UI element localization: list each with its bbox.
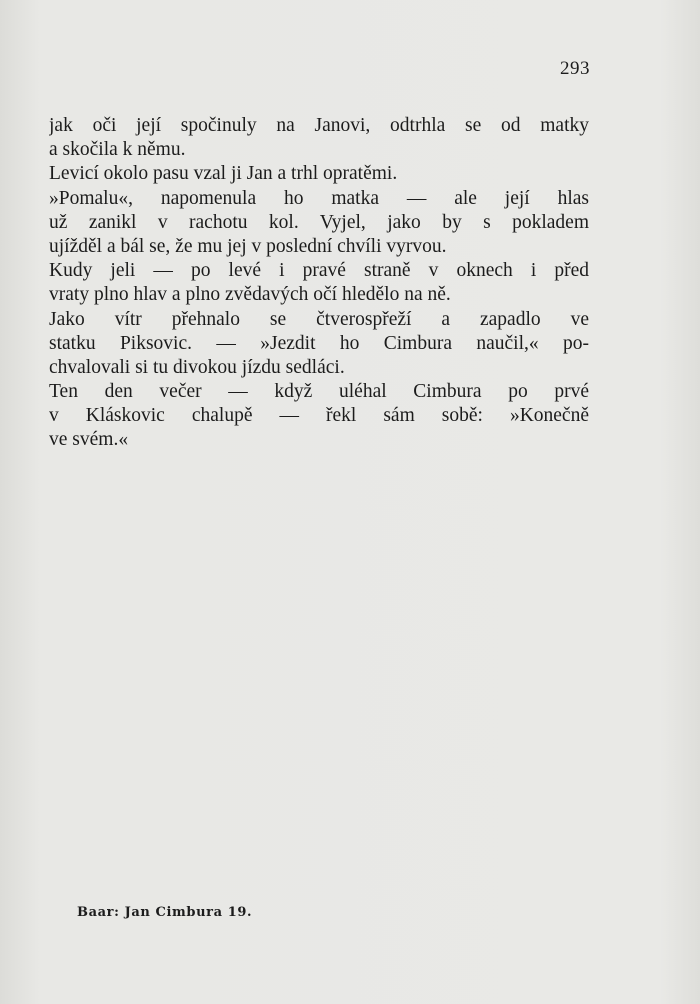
text-line: Kudy jeli — po levé i pravé straně v oknech i před (49, 260, 589, 282)
text-line: Jako vítr přehnalo se čtverospřeží a zapadlo ve (49, 308, 589, 330)
body-text (49, 114, 589, 453)
text-line: statku Piksovic. — »Jezdit ho Cimbura naučil,« po- (49, 332, 589, 354)
text-line: v Kláskovic chalupě — řekl sám sobě: »Konečně (49, 405, 589, 427)
text-line: Levicí okolo pasu vzal ji Jan a trhl opratěmi. (49, 163, 398, 185)
text-line: ve svém.« (49, 429, 129, 451)
text-line: už zanikl v rachotu kol. Vyjel, jako by s pokladem (49, 211, 589, 233)
text-line: Ten den večer — když uléhal Cimbura po prvé (49, 381, 589, 403)
footer-signature: Baar: Jan Cimbura 19. (77, 905, 253, 920)
text-line: »Pomalu«, napomenula ho matka — ale její hlas (49, 187, 589, 209)
text-line: a skočila k němu. (49, 139, 186, 161)
text-line: vraty plno hlav a plno zvědavých očí hledělo na ně. (49, 284, 451, 306)
text-line: jak oči její spočinuly na Janovi, odtrhla se od matky (49, 115, 589, 136)
text-line: chvalovali si tu divokou jízdu sedláci. (49, 356, 345, 378)
text-line: ujížděl a bál se, že mu jej v poslední chvíli vyrvou. (49, 235, 447, 257)
page-number: 293 (560, 58, 590, 79)
